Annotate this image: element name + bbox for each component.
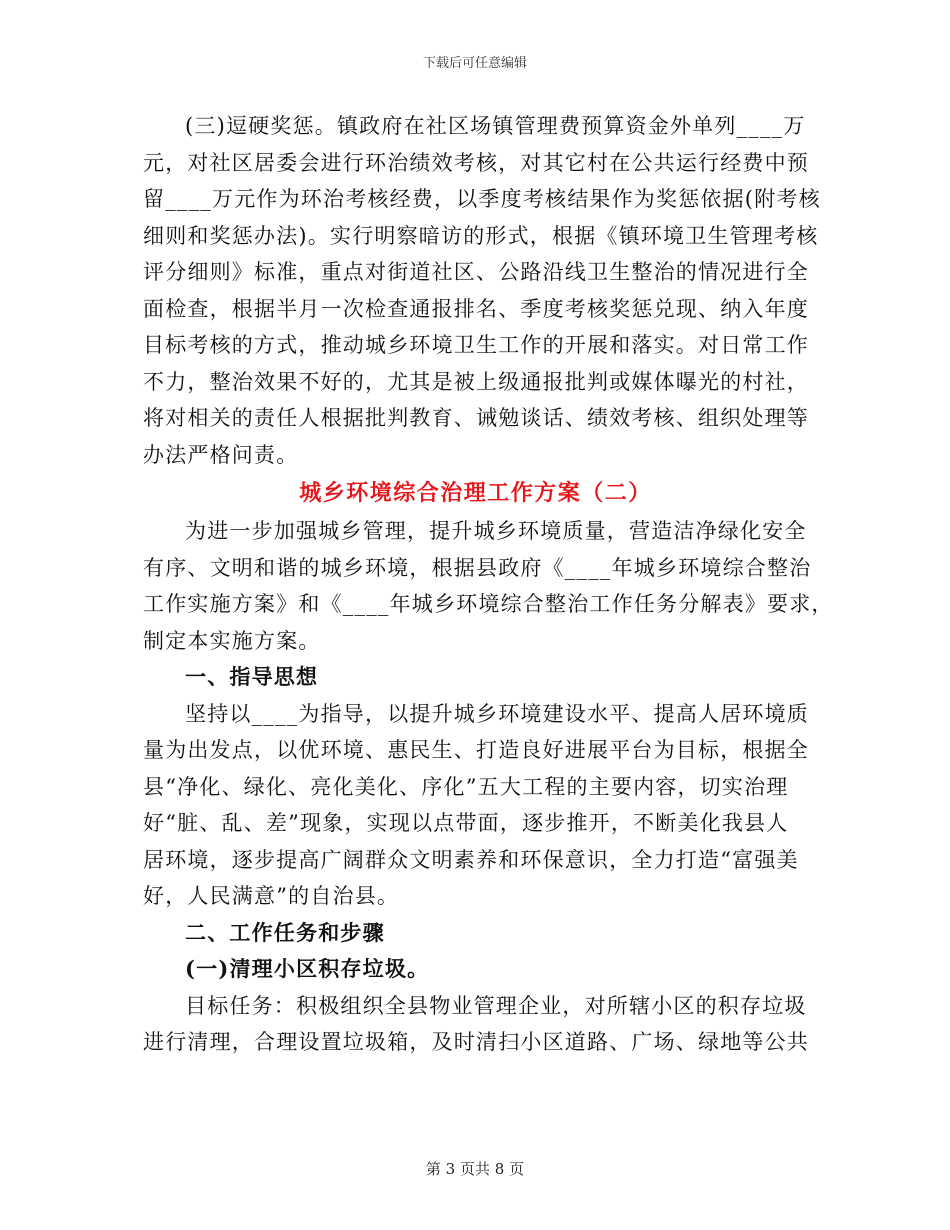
paragraph-line: 元，对社区居委会进行环治绩效考核，对其它村在公共运行经费中预 bbox=[143, 150, 809, 175]
paragraph-line: 评分细则》标准，重点对街道社区、公路沿线卫生整治的情况进行全 bbox=[143, 260, 809, 284]
paragraph-line: 好，人民满意”的自治县。 bbox=[143, 884, 400, 908]
document-body bbox=[143, 108, 834, 1061]
paragraph-line: 留____万元作为环治考核经费，以季度考核结果作为奖惩依据(附考核 bbox=[143, 187, 821, 211]
paragraph-line: 居环境，逐步提高广阔群众文明素养和环保意识，全力打造“富强美 bbox=[143, 847, 799, 872]
paragraph-line: 坚持以____为指导，以提升城乡环境建设水平、提高人居环境质 bbox=[185, 701, 809, 726]
header-note: 下载后可任意编辑 bbox=[422, 56, 527, 71]
paragraph-line: 县“净化、绿化、亮化美化、序化”五大工程的主要内容，切实治理 bbox=[143, 774, 789, 799]
paragraph-line: 将对相关的责任人根据批判教育、诫勉谈话、绩效考核、组织处理等 bbox=[143, 406, 809, 430]
paragraph-line: 进行清理，合理设置垃圾箱，及时清扫小区道路、广场、绿地等公共 bbox=[143, 1030, 809, 1054]
paragraph-line: 办法严格问责。 bbox=[143, 442, 299, 467]
section-heading: 一、指导思想 bbox=[185, 664, 319, 689]
paragraph-line: 目标任务：积极组织全县物业管理企业，对所辖小区的积存垃圾 bbox=[185, 993, 807, 1018]
paragraph-line: 好“脏、乱、差”现象，实现以点带面，逐步推开，不断美化我县人 bbox=[143, 811, 789, 835]
paragraph-line: 细则和奖惩办法)。实行明察暗访的形式，根据《镇环境卫生管理考核 bbox=[143, 223, 819, 248]
paragraph-line: 工作实施方案》和《____年城乡环境综合整治工作任务分解表》要求， bbox=[143, 592, 834, 616]
paragraph-line: 不力，整治效果不好的，尤其是被上级通报批判或媒体曝光的村社， bbox=[143, 369, 809, 394]
section-heading: 二、工作任务和步骤 bbox=[185, 919, 385, 945]
paragraph-line: 制定本实施方案。 bbox=[143, 628, 321, 653]
paragraph-line: 为进一步加强城乡管理，提升城乡环境质量，营造洁净绿化安全 bbox=[185, 519, 807, 543]
paragraph-line: 有序、文明和谐的城乡环境，根据县政府《____年城乡环境综合整治 bbox=[143, 555, 812, 580]
page-number-footer: 第 3 页共 8 页 bbox=[425, 1160, 525, 1178]
document-title: 城乡环境综合治理工作方案（二） bbox=[299, 480, 652, 506]
subsection-heading: (一)清理小区积存垃圾。 bbox=[185, 956, 430, 981]
paragraph-line: 量为出发点，以优环境、惠民生、打造良好进展平台为目标，根据全 bbox=[143, 738, 809, 762]
paragraph-line: 目标考核的方式，推动城乡环境卫生工作的开展和落实。对日常工作 bbox=[143, 333, 809, 357]
paragraph-line: 面检查，根据半月一次检查通报排名、季度考核奖惩兑现、纳入年度 bbox=[143, 296, 809, 321]
paragraph-line: (三)逗硬奖惩。镇政府在社区场镇管理费预算资金外单列____万 bbox=[185, 114, 806, 138]
